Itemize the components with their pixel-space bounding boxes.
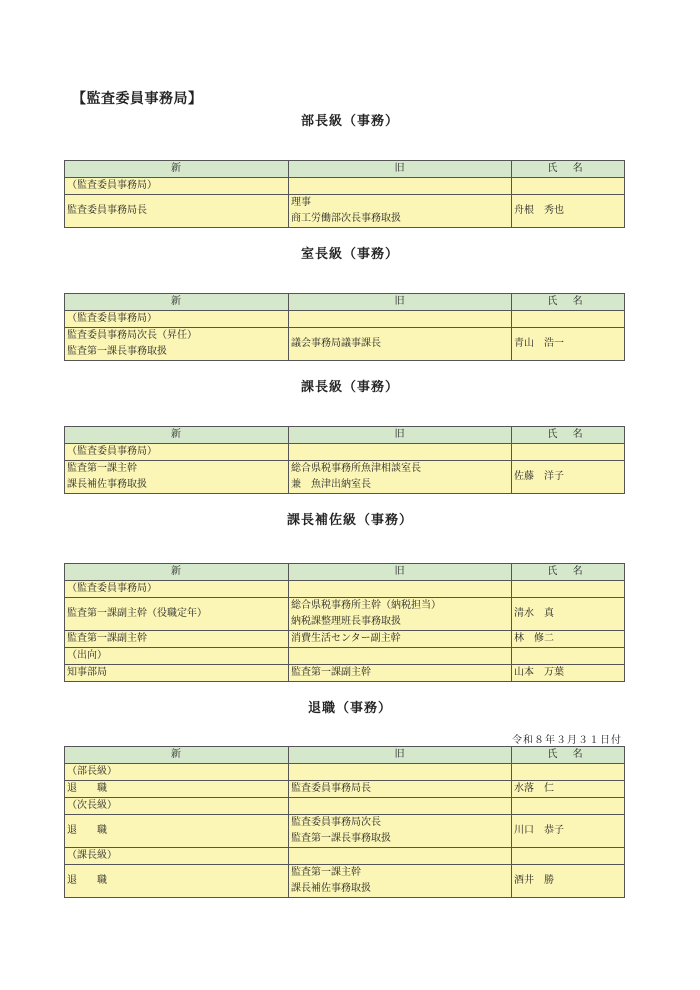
header-new: 新	[65, 161, 289, 178]
old-position: 監査第一課副主幹	[289, 665, 512, 682]
table-header-row	[65, 564, 625, 581]
group-row	[65, 648, 625, 665]
new-position: 退 職	[65, 781, 289, 798]
table-header-row	[65, 747, 625, 764]
section-title: 室長級（事務）	[300, 247, 399, 262]
new-position: 監査委員事務局次長（昇任） 監査第一課長事務取扱	[65, 328, 289, 361]
table-header-row	[65, 161, 625, 178]
header-old: 旧	[289, 294, 512, 311]
new-position: 監査第一課主幹 課長補佐事務取扱	[65, 461, 289, 494]
person-name: 清水 真	[512, 598, 625, 631]
group-row	[65, 848, 625, 865]
header-name: 氏 名	[512, 161, 625, 178]
group-row	[65, 311, 625, 328]
table-header-row	[65, 294, 625, 311]
old-position: 理事 商工労働部次長事務取扱	[289, 195, 512, 228]
personnel-table	[64, 746, 625, 898]
header-new: 新	[65, 427, 289, 444]
table-row	[65, 195, 625, 228]
header-name: 氏 名	[512, 747, 625, 764]
table-row	[65, 461, 625, 494]
group-label: （出向）	[65, 648, 289, 665]
section-title: 部長級（事務）	[300, 114, 399, 129]
group-label: （次長級）	[65, 798, 289, 815]
header-old: 旧	[289, 427, 512, 444]
table-row	[65, 665, 625, 682]
new-position: 知事部局	[65, 665, 289, 682]
table-row	[65, 328, 625, 361]
group-label: （監査委員事務局）	[65, 178, 289, 195]
effective-date: 令和８年３月３１日付	[512, 735, 622, 746]
person-name: 林 修二	[512, 631, 625, 648]
header-new: 新	[65, 564, 289, 581]
old-position: 監査委員事務局次長 監査第一課長事務取扱	[289, 815, 512, 848]
group-row	[65, 581, 625, 598]
table-row	[65, 598, 625, 631]
old-position: 消費生活センター副主幹	[289, 631, 512, 648]
group-label: （監査委員事務局）	[65, 444, 289, 461]
person-name: 青山 浩一	[512, 328, 625, 361]
person-name: 佐藤 洋子	[512, 461, 625, 494]
personnel-table	[64, 160, 625, 228]
new-position: 退 職	[65, 815, 289, 848]
new-position: 監査委員事務局長	[65, 195, 289, 228]
group-label: （部長級）	[65, 764, 289, 781]
person-name: 舟根 秀也	[512, 195, 625, 228]
header-new: 新	[65, 747, 289, 764]
table-header-row	[65, 427, 625, 444]
group-label: （監査委員事務局）	[65, 311, 289, 328]
person-name: 酒井 勝	[512, 865, 625, 898]
table-row	[65, 815, 625, 848]
group-label: （課長級）	[65, 848, 289, 865]
personnel-table	[64, 426, 625, 494]
person-name: 山本 万葉	[512, 665, 625, 682]
section-title: 課長補佐級（事務）	[286, 513, 413, 528]
old-position: 監査第一課主幹 課長補佐事務取扱	[289, 865, 512, 898]
personnel-table	[64, 563, 625, 682]
table-row	[65, 631, 625, 648]
header-old: 旧	[289, 564, 512, 581]
table-row	[65, 781, 625, 798]
group-row	[65, 798, 625, 815]
old-position: 総合県税事務所主幹（納税担当） 納税課整理班長事務取扱	[289, 598, 512, 631]
section-title: 退職（事務）	[307, 701, 392, 716]
group-row	[65, 764, 625, 781]
old-position: 監査委員事務局長	[289, 781, 512, 798]
group-label: （監査委員事務局）	[65, 581, 289, 598]
old-position: 議会事務局議事課長	[289, 328, 512, 361]
department-title: 【監査委員事務局】	[72, 91, 203, 107]
new-position: 監査第一課副主幹（役職定年）	[65, 598, 289, 631]
person-name: 川口 恭子	[512, 815, 625, 848]
header-name: 氏 名	[512, 427, 625, 444]
header-name: 氏 名	[512, 564, 625, 581]
table-row	[65, 865, 625, 898]
new-position: 退 職	[65, 865, 289, 898]
personnel-table	[64, 293, 625, 361]
header-name: 氏 名	[512, 294, 625, 311]
group-row	[65, 178, 625, 195]
header-old: 旧	[289, 747, 512, 764]
section-title: 課長級（事務）	[300, 380, 399, 395]
old-position: 総合県税事務所魚津相談室長 兼 魚津出納室長	[289, 461, 512, 494]
header-new: 新	[65, 294, 289, 311]
header-old: 旧	[289, 161, 512, 178]
new-position: 監査第一課副主幹	[65, 631, 289, 648]
person-name: 水落 仁	[512, 781, 625, 798]
group-row	[65, 444, 625, 461]
